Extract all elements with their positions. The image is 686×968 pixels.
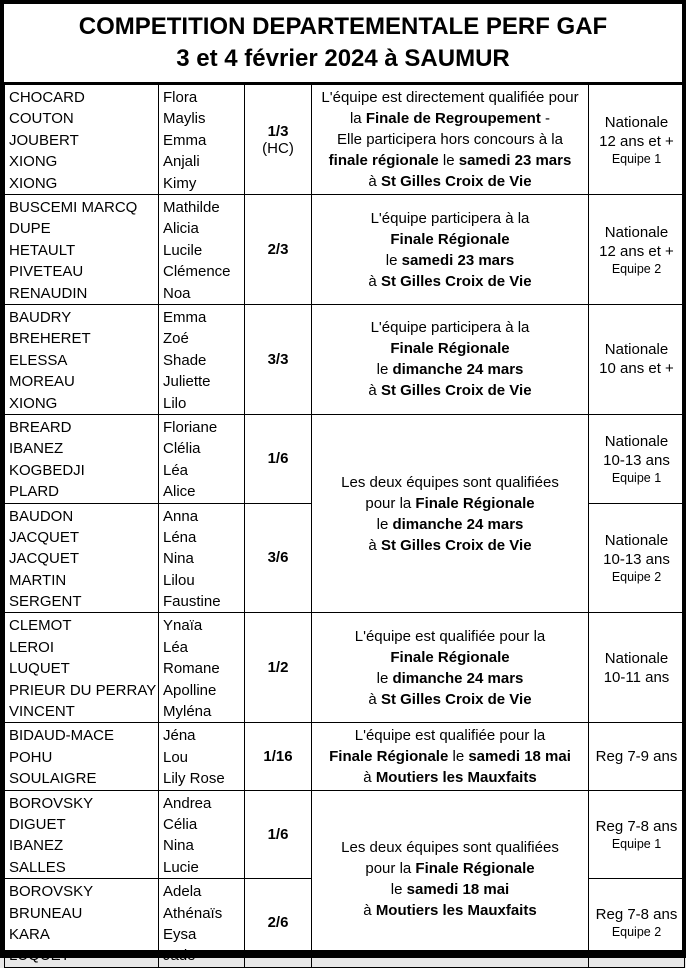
qualification-line: Finale Régionale le samedi 18 mai — [329, 748, 571, 765]
member-lastname: DUPE — [9, 220, 51, 238]
member-lastname: VINCENT — [9, 703, 75, 721]
qualification-cell — [312, 790, 589, 967]
member-lastname: MARTIN — [9, 571, 67, 589]
member-firstname: Myléna — [163, 703, 212, 721]
qualification-line: le dimanche 24 mars — [376, 669, 524, 687]
member-lastname: BREHERET — [9, 330, 91, 348]
member-firstname: Alicia — [163, 220, 199, 238]
rank-value: 1/3 — [267, 122, 289, 140]
member-lastname: XIONG — [9, 153, 58, 171]
group-row — [5, 613, 685, 723]
category-line: 12 ans et + — [599, 242, 674, 260]
member-firstname: Léna — [163, 528, 197, 546]
member-firstname: Zoé — [163, 330, 189, 348]
member-lastname: POHU — [9, 748, 53, 766]
rank-value: 1/16 — [263, 748, 293, 765]
member-lastname: CLEMOT — [9, 617, 72, 635]
team-label: Equipe 1 — [611, 151, 662, 166]
group-row — [5, 195, 685, 305]
firstname-cell — [159, 414, 245, 503]
member-lastname: PLARD — [9, 483, 60, 501]
member-firstname: Anna — [163, 507, 199, 525]
category-line: Nationale — [604, 432, 669, 450]
member-lastname: ELESSA — [9, 351, 68, 369]
group-row — [5, 723, 685, 790]
member-firstname: Jade — [163, 947, 196, 965]
member-lastname: XIONG — [9, 394, 58, 412]
lastname-cell — [5, 85, 159, 195]
page-title: COMPETITION DEPARTEMENTALE PERF GAF — [78, 13, 608, 40]
category-line: Reg 7-8 ans — [595, 906, 678, 924]
category-cell — [589, 195, 685, 305]
member-lastname: RENAUDIN — [9, 284, 88, 302]
member-firstname: Alice — [163, 483, 196, 501]
category-line: 10-11 ans — [603, 668, 670, 686]
qualification-line: L'équipe participera à la — [370, 319, 530, 337]
qualification-cell — [312, 613, 589, 723]
group-row — [5, 85, 685, 195]
member-firstname: Athénaïs — [163, 904, 223, 922]
rank-cell — [245, 790, 312, 879]
member-firstname: Léa — [163, 461, 189, 479]
member-firstname: Nina — [163, 550, 194, 568]
member-firstname: Ynaïa — [163, 617, 203, 635]
qualification-line: le dimanche 24 mars — [376, 515, 524, 533]
member-lastname: LEROI — [9, 638, 55, 656]
member-lastname: PIVETEAU — [9, 263, 84, 281]
team-label: Equipe 1 — [611, 836, 662, 851]
member-firstname: Kimy — [163, 174, 197, 192]
qualification-line: à Moutiers les Mauxfaits — [363, 769, 537, 786]
qualification-line: Finale Régionale — [390, 648, 510, 666]
member-lastname: IBANEZ — [9, 837, 64, 855]
qualification-line: L'équipe participera à la — [370, 209, 530, 227]
rank-value: 1/6 — [267, 450, 289, 468]
member-firstname: Clélia — [163, 440, 201, 458]
member-lastname: BOROVSKY — [9, 883, 94, 901]
category-line: 10 ans et + — [599, 360, 674, 378]
lastname-cell — [5, 613, 159, 723]
firstname-cell — [159, 195, 245, 305]
category-line: 10-13 ans — [603, 451, 670, 469]
member-firstname: Lilou — [163, 571, 195, 589]
member-lastname: SERGENT — [9, 593, 82, 611]
qualification-line: Finale Régionale — [390, 230, 510, 248]
qualification-line: Les deux équipes sont qualifiées — [341, 838, 559, 856]
qualification-line: la Finale de Regroupement - — [349, 110, 551, 127]
member-firstname: Juliette — [163, 373, 211, 391]
qualification-cell — [312, 414, 589, 613]
category-line: 10-13 ans — [603, 550, 670, 568]
rank-value: 1/6 — [267, 825, 289, 843]
member-firstname: Apolline — [163, 681, 217, 699]
qualification-line: à St Gilles Croix de Vie — [368, 690, 532, 708]
lastname-cell — [5, 503, 159, 613]
member-firstname: Célia — [163, 815, 198, 833]
category-cell — [589, 305, 685, 415]
member-lastname: KOGBEDJI — [9, 461, 85, 479]
qualification-cell — [312, 195, 589, 305]
lastname-cell — [5, 305, 159, 415]
member-firstname: Lilo — [163, 394, 187, 412]
group-row — [5, 414, 685, 503]
member-firstname: Nina — [163, 837, 194, 855]
qualification-cell — [312, 305, 589, 415]
category-line: Reg 7-9 ans — [595, 748, 678, 765]
lastname-cell — [5, 414, 159, 503]
qualification-line: à St Gilles Croix de Vie — [368, 382, 532, 400]
rank-value: 3/3 — [267, 350, 289, 368]
qualification-line: le samedi 18 mai — [390, 880, 510, 898]
member-lastname: SOULAIGRE — [9, 770, 97, 788]
member-lastname: BUSCEMI MARCQ — [9, 199, 138, 216]
category-line: Nationale — [604, 531, 669, 549]
rank-value: 1/2 — [267, 659, 289, 677]
member-firstname: Léa — [163, 638, 189, 656]
group-row — [5, 790, 685, 879]
member-firstname: Mathilde — [163, 199, 220, 216]
document-header — [4, 4, 682, 84]
qualification-line: L'équipe est qualifiée pour la — [354, 727, 546, 744]
firstname-cell — [159, 613, 245, 723]
member-firstname: Faustine — [163, 593, 221, 611]
rank-cell — [245, 414, 312, 503]
member-lastname: HETAULT — [9, 241, 76, 259]
member-lastname: DIGUET — [9, 815, 66, 833]
lastname-cell — [5, 790, 159, 879]
qualification-line: pour la Finale Régionale — [365, 494, 535, 512]
member-lastname: BRUNEAU — [9, 904, 83, 922]
member-firstname: Emma — [163, 309, 207, 326]
qualification-cell — [312, 85, 589, 195]
qualification-cell — [312, 723, 589, 790]
category-cell — [589, 790, 685, 879]
qualification-line: Elle participera hors concours à la — [337, 131, 563, 148]
category-cell — [589, 414, 685, 503]
firstname-cell — [159, 879, 245, 968]
rank-value: 2/6 — [267, 914, 289, 932]
category-line: Nationale — [604, 223, 669, 241]
qualification-line: à Moutiers les Mauxfaits — [363, 901, 537, 919]
category-cell — [589, 503, 685, 613]
rank-cell — [245, 503, 312, 613]
rank-value: 3/6 — [267, 549, 289, 567]
qualification-line: pour la Finale Régionale — [365, 859, 535, 877]
qualification-line: à St Gilles Croix de Vie — [368, 272, 532, 290]
lastname-cell — [5, 879, 159, 968]
member-firstname: Jéna — [163, 727, 196, 745]
team-label: Equipe 1 — [611, 470, 662, 485]
member-lastname: JACQUET — [9, 528, 80, 546]
category-cell — [589, 723, 685, 790]
category-line: Reg 7-8 ans — [595, 817, 678, 835]
team-label: Equipe 2 — [611, 261, 662, 276]
qualification-line: à St Gilles Croix de Vie — [368, 173, 532, 190]
member-firstname: Adela — [163, 883, 202, 901]
rank-value: 2/3 — [267, 241, 289, 258]
member-firstname: Lou — [163, 748, 189, 766]
qualification-line: L'équipe est directement qualifiée pour — [321, 89, 579, 106]
member-lastname: JACQUET — [9, 550, 80, 568]
lastname-cell — [5, 195, 159, 305]
member-lastname: BREARD — [9, 418, 72, 436]
member-firstname: Andrea — [163, 794, 212, 812]
firstname-cell — [159, 305, 245, 415]
member-lastname: XIONG — [9, 174, 58, 192]
category-cell — [589, 613, 685, 723]
member-lastname: IBANEZ — [9, 440, 64, 458]
rank-cell — [245, 305, 312, 415]
member-firstname: Noa — [163, 284, 191, 302]
firstname-cell — [159, 790, 245, 879]
firstname-cell — [159, 85, 245, 195]
category-line: Nationale — [604, 113, 669, 131]
rank-note: (HC) — [262, 139, 294, 157]
member-firstname: Anjali — [163, 153, 200, 171]
member-firstname: Eysa — [163, 925, 197, 943]
member-lastname: KARA — [9, 925, 50, 943]
qualification-line: Les deux équipes sont qualifiées — [341, 473, 559, 491]
qualification-line: à St Gilles Croix de Vie — [368, 536, 532, 554]
rank-cell — [245, 879, 312, 968]
firstname-cell — [159, 723, 245, 790]
qualification-line: L'équipe est qualifiée pour la — [354, 627, 546, 645]
rank-cell — [245, 723, 312, 790]
member-lastname: LUQUET — [9, 947, 70, 965]
category-cell — [589, 85, 685, 195]
member-firstname: Maylis — [163, 110, 206, 128]
member-lastname: BOROVSKY — [9, 794, 94, 812]
member-firstname: Shade — [163, 351, 207, 369]
team-label: Equipe 2 — [611, 569, 662, 584]
member-lastname: PRIEUR DU PERRAY — [9, 681, 157, 699]
group-row — [5, 305, 685, 415]
rank-cell — [245, 85, 312, 195]
team-label: Equipe 2 — [611, 925, 662, 940]
member-lastname: SALLES — [9, 858, 66, 876]
category-line: 12 ans et + — [599, 132, 674, 150]
member-lastname: BIDAUD-MACE — [9, 727, 115, 745]
member-lastname: BAUDON — [9, 507, 74, 525]
member-lastname: BAUDRY — [9, 309, 72, 326]
member-firstname: Romane — [163, 660, 220, 678]
qualification-line: le dimanche 24 mars — [376, 361, 524, 379]
category-cell — [589, 879, 685, 968]
member-lastname: CHOCARD — [9, 89, 85, 106]
lastname-cell — [5, 723, 159, 790]
member-firstname: Clémence — [163, 263, 231, 281]
member-firstname: Floriane — [163, 418, 218, 436]
member-lastname: JOUBERT — [9, 131, 79, 149]
qualification-line: finale régionale le samedi 23 mars — [328, 152, 572, 169]
results-table — [4, 84, 685, 968]
rank-cell — [245, 195, 312, 305]
member-firstname: Lily Rose — [163, 770, 225, 788]
page-subtitle: 3 et 4 février 2024 à SAUMUR — [176, 45, 510, 72]
member-lastname: MOREAU — [9, 373, 75, 391]
rank-cell — [245, 613, 312, 723]
qualification-line: le samedi 23 mars — [385, 251, 515, 269]
member-firstname: Emma — [163, 131, 207, 149]
member-firstname: Lucie — [163, 858, 199, 876]
member-lastname: LUQUET — [9, 660, 70, 678]
member-firstname: Lucile — [163, 241, 203, 259]
category-line: Nationale — [604, 649, 669, 667]
category-line: Nationale — [604, 341, 669, 359]
member-firstname: Flora — [163, 89, 198, 106]
qualification-line: Finale Régionale — [390, 340, 510, 358]
member-lastname: COUTON — [9, 110, 74, 128]
firstname-cell — [159, 503, 245, 613]
